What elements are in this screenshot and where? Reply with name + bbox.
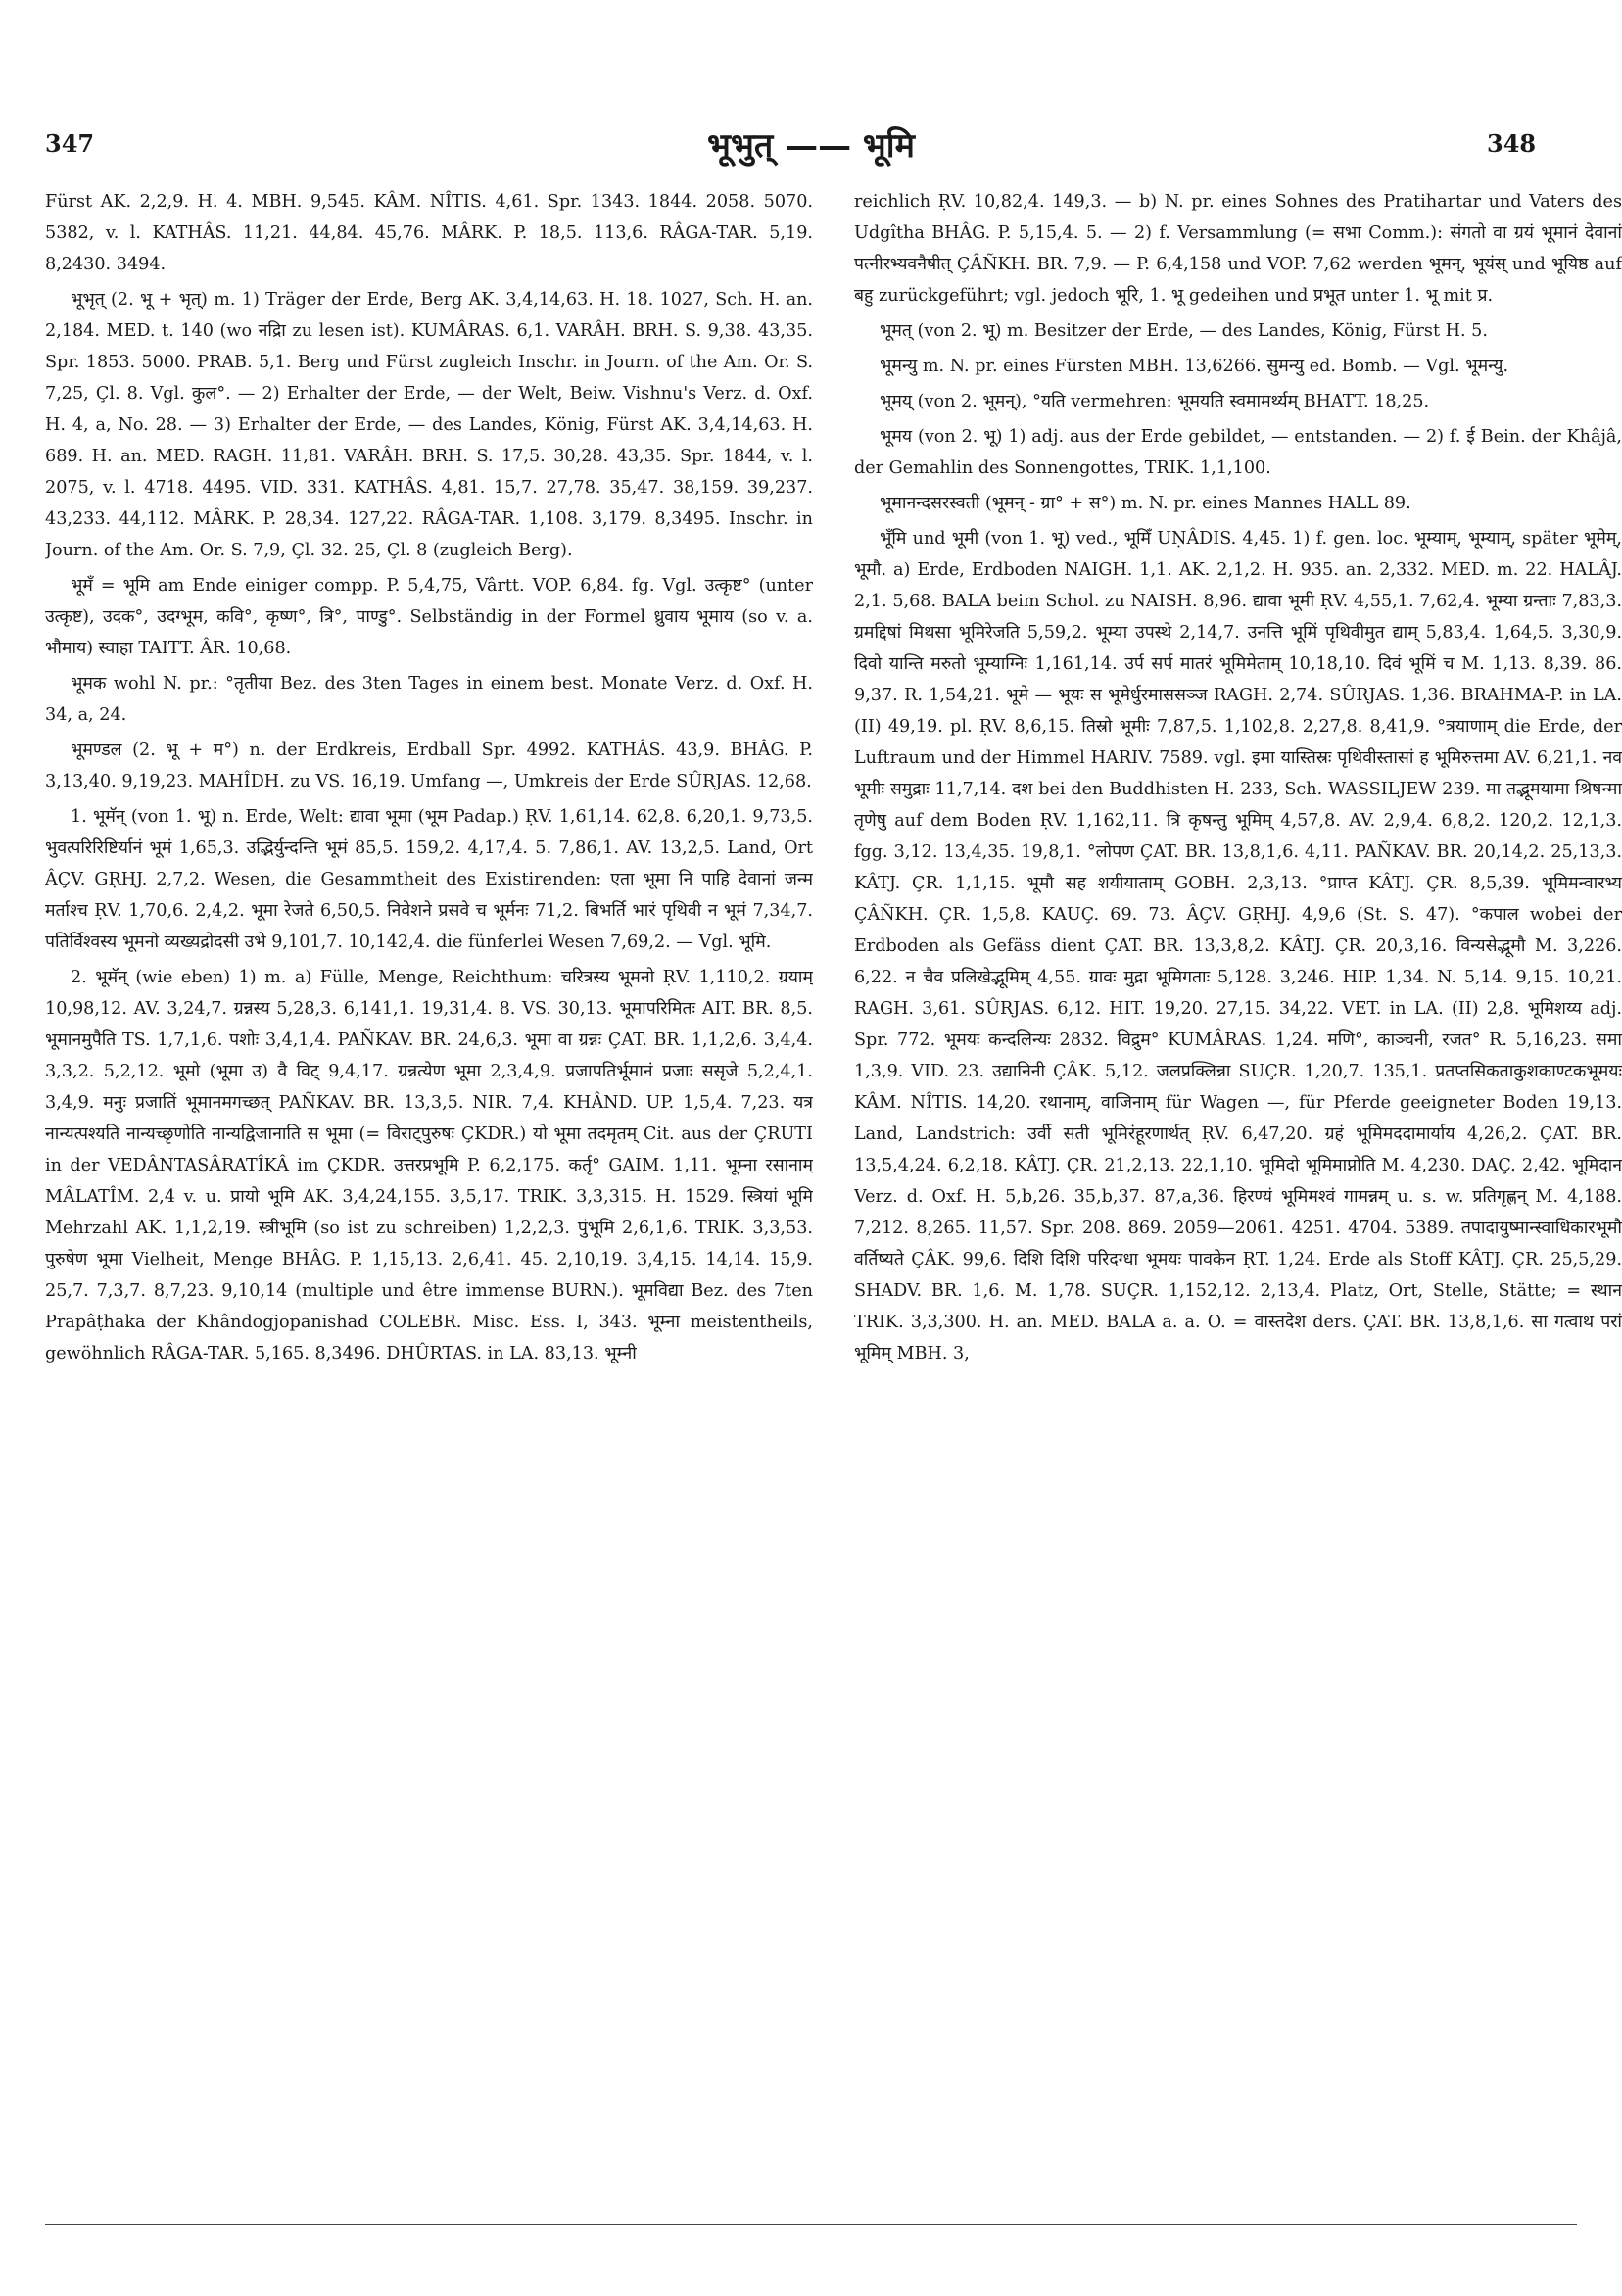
entry-bhumat: भूमत् (von 2. भू) m. Besitzer der Erde, — des Landes, König, Fürst H. 5. (880, 321, 1488, 341)
entry-bhumandala: भूमण्डल (2. भू + म°) n. der Erdkreis, Erdball Spr. 4992. KATHÂS. 43,9. BHÂG. P. 3,13,40. 9,19,23. MAHÎDH. zu VS. 16,19. Umfang —, Umkreis der Erde SÛRJAS. 12,68. (45, 741, 813, 791)
entry-bhumaka: भूमक wohl N. pr.: °तृतीया Bez. des 3ten Tages in einem best. Monate Verz. d. Oxf. H. 34, a, 24. (45, 674, 813, 725)
entry-bhumi: भूँमि und भूमी (von 1. भू) ved., भूमिँ UṆÂDIS. 4,45. 1) f. gen. loc. भूम्याम्, भूम्याम्, später भूमेम्, भूमौ. a) Erde, Erdboden NAIGH. 1,1. AK. 2,1,2. H. 935. an. 2,332. MED. m. 22. HALÂJ. 2,1. 5,68. BALA beim Schol. zu NAISH. 8,96. द्यावा भूमी ṚV. 4,55,1. 7,62,4. भूम्या ग्रन्ताः 7,83,3. ग्रमद्दिषां मिथसा भूमिरेजति 5,59,2. भूम्या उपस्थे 2,14,7. उनत्ति भूमिं पृथिवीमुत द्याम् 5,83,4. 1,64,5. 3,30,9. दिवो यान्ति मरुतो भूम्याग्निः 1,161,14. उर्प सर्प मातरं भूमिमेताम् 10,18,10. दिवं भूमिं च M. 1,13. 8,39. 86. 9,37. R. 1,54,21. भूमे — भूयः स भूमेर्धुरमाससञ्ज RAGH. 2,74. SÛRJAS. 1,36. BRAHMA-P. in LA. (II) 49,19. pl. ṚV. 8,6,15. तिस्रो भूमीः 7,87,5. 1,102,8. 2,27,8. 8,41,9. °त्रयाणाम् die Erde, der Luftraum und der Himmel HARIV. 7589. vgl. इमा यास्तिस्रः पृथिवीस्तासां ह भूमिरुत्तमा AV. 6,21,1. नव भूमीः समुद्राः 11,7,14. दश bei den Buddhisten H. 233, Sch. WASSILJEW 239. मा तद्भूमयामा श्रिषन्मा तृणेषु auf dem Boden ṚV. 1,162,11. त्रि कृषन्तु भूमिम् 4,57,8. AV. 2,9,4. 6,8,2. 120,2. 12,1,3. fgg. 3,12. 13,4,35. 19,8,1. °लोपण ÇAT. BR. 13,8,1,6. 4,11. PAÑKAV. BR. 20,14,2. 25,13,3. KÂTJ. ÇR. 1,1,15. भूमौ सह शयीयाताम् GOBH. 2,3,13. °प्राप्त KÂTJ. ÇR. 8,5,39. भूमिमन्वारभ्य ÇÂÑKH. ÇR. 1,5,8. KAUÇ. 69. 73. ÂÇV. GṚHJ. 4,9,6 (St. S. 47). °कपाल wobei der Erdboden als Gefäss dient ÇAT. BR. 13,3,8,2. KÂTJ. ÇR. 20,3,16. विन्यसेद्भूमौ M. 3,226. 6,22. न चैव प्रलिखेद्भूमिम् 4,55. ग्रावः मुद्रा भूमिगताः 5,128. 3,246. HIP. 1,34. N. 5,14. 9,15. 10,21. RAGH. 3,61. SÛRJAS. 6,12. HIT. 19,20. 27,15. 34,22. VET. in LA. (II) 2,8. भूमिशय्य adj. Spr. 772. भूमयः कन्दलिन्यः 2832. विद्रुम° KUMÂRAS. 1,24. मणि°, काञ्चनी, रजत° R. 5,16,23. समा 1,3,9. VID. 23. उद्यानिनी ÇÂK. 5,12. जलप्रक्लिन्ना SUÇR. 1,20,7. 135,1. प्रतप्तसिकताकुशकाण्टकभूमयः KÂM. NÎTIS. 14,20. रथानाम्, वाजिनाम् für Wagen —, für Pferde geeigneter Boden 19,13. Land, Landstrich: उर्वी सती भूमिरंहूरणार्थत् ṚV. 6,47,20. ग्रहं भूमिमददामार्याय 4,26,2. ÇAT. BR. 13,5,4,24. 6,2,18. KÂTJ. ÇR. 21,2,13. 22,1,10. भूमिदो भूमिमाप्नोति M. 4,230. DAÇ. 2,42. भूमिदान Verz. d. Oxf. H. 5,b,26. 35,b,37. 87,a,36. हिरण्यं भूमिमश्वं गामन्नम् u. s. w. प्रतिगृह्णन् M. 4,188. 7,212. 8,265. 11,57. Spr. 208. 869. 2059—2061. 4251. 4704. 5389. तपादायुष्मान्स्वाधिकारभूमौ वर्तिष्यते ÇÂK. 99,6. दिशि दिशि परिदग्धा भूमयः पावकेन ṚT. 1,24. Erde als Stoff KÂTJ. ÇR. 25,5,29. SHADV. BR. 1,6. M. 1,78. SUÇR. 1,152,12. 2,13,4. Platz, Ort, Stelle, Stätte; = स्थान TRIK. 3,3,300. H. an. MED. BALA a. a. O. = वास्तदेश ders. ÇAT. BR. 13,8,1,6. सा गत्वाथ परां भूमिम् MBH. 3, (854, 529, 1622, 1363)
entry-bhubhrt: भूभृत् (2. भू + भृत्) m. 1) Träger der Erde, Berg AK. 3,4,14,63. H. 18. 1027, Sch. H. an. 2,184. MED. t. 140 (wo नद्रिा zu lesen ist). KUMÂRAS. 6,1. VARÂH. BRH. S. 9,38. 43,35. Spr. 1853. 5000. PRAB. 5,1. Berg und Fürst zugleich Inschr. in Journ. of the Am. Or. S. 7,25, Çl. 8. Vgl. कुल°. — 2) Erhalter der Erde, — der Welt, Beiw. Vishnu's Verz. d. Oxf. H. 4, a, No. 28. — 3) Erhalter der Erde, — des Landes, König, Fürst AK. 3,4,14,63. H. 689. H. an. MED. RAGH. 11,81. VARÂH. BRH. S. 17,5. 30,28. 43,35. Spr. 1844, v. l. 2075, v. l. 4718. 4495. VID. 331. KATHÂS. 4,81. 15,7. 27,78. 35,47. 38,159. 39,237. 43,233. 44,112. MÂRK. P. 28,34. 127,22. RÂGA-TAR. 1,108. 3,179. 8,3495. Inschr. in Journ. of the Am. Or. S. 7,9, Çl. 32. 25, Çl. 8 (zugleich Berg). (45, 290, 813, 560)
entry-bhuman-2: 2. भूमॅन् (wie eben) 1) m. a) Fülle, Menge, Reichthum: चरित्रस्य भूमनो ṚV. 1,110,2. ग्रयाम् 10,98,12. AV. 3,24,7. ग्रन्नस्य 5,28,3. 6,141,1. 19,31,4. 8. VS. 30,13. भूमापरिमितः AIT. BR. 8,5. भूमानमुपैति TS. 1,7,1,6. पशोः 3,4,1,4. PAÑKAV. BR. 24,6,3. भूमा वा ग्रन्नः ÇAT. BR. 1,1,2,6. 3,4,4. 3,3,2. 5,2,12. भूमो (भूमा उ) वै विट् 9,4,17. ग्रन्नत्येण भूमा 2,3,4,9. प्रजापतिर्भूमानं प्रजाः ससृजे 5,2,4,1. 3,4,9. मनुः प्रजातिं भूमानमगच्छत् PAÑKAV. BR. 13,3,5. NIR. 7,4. KHÂND. UP. 1,5,4. 7,23. यत्र नान्यत्पश्यति नान्यच्छृणोति नान्यद्विजानाति स भूमा (= विराट्पुरुषः ÇKDR.) यो भूमा तदमृतम् Cit. aus der ÇRUTI in der VEDÂNTASÂRATÎKÂ im ÇKDR. उत्तरप्रभूमि P. 6,2,175. कर्तृ° GAIM. 1,11. भूम्ना रसानाम् MÂLATÎM. 2,4 v. u. प्रायो भूमि AK. 3,4,24,155. 3,5,17. TRIK. 3,3,315. H. 1529. स्त्रियां भूमि Mehrzahl AK. 1,1,2,19. स्त्रीभूमि (so ist zu schreiben) 1,2,2,3. पुंभूमि 2,6,1,6. TRIK. 3,3,53. पुरुषेण भूमा Vielheit, Menge BHÂG. P. 1,15,13. 2,6,41. 45. 2,10,19. 3,4,15. 14,14. 15,9. 25,7. 7,3,7. 8,7,23. 9,10,14 (multiple und être immense BURN.). भूमविद्या Bez. des 7ten Prapâṭhaka der Khândogjopanishad COLEBR. Misc. Ess. I, 343. भूम्ना meistentheils, gewöhnlich RÂGA-TAR. 5,165. 8,3496. DHÛRTAS. in LA. 83,13. भूम्नी (45, 968, 813, 1363)
running-head: भूभुत् —— भूमि (707, 126, 915, 166)
entry-bhumaya: भूमय (von 2. भू) 1) adj. aus der Erde gebildet, — entstanden. — 2) f. ई Bein. der Khâjâ, der Gemahlin des Sonnengottes, TRIK. 1,1,100. (854, 427, 1622, 478)
entry-bhuman-1: 1. भूमॅन् (von 1. भू) n. Erde, Welt: द्यावा भूमा (भूम Padap.) ṚV. 1,61,14. 62,8. 6,20,1. 9,73,5. भुवत्परिरिष्टिर्यानं भूमं 1,65,3. उद्भिर्युन्दन्ति भूमं 85,5. 159,2. 4,17,4. 5. 7,86,1. AV. 13,2,5. Land, Ort ÂÇV. GṚHJ. 2,7,2. Wesen, die Gesammtheit des Existirenden: एता भूमा नि पाहि देवानां जन्म मर्ताश्च ṚV. 1,70,6. 2,4,2. भूमा रेजते 6,50,5. निवेशने प्रसवे च भूर्मनः 71,2. बिभर्ति भारं पृथिवी न भूमं 7,34,7. पतिर्विश्वस्य भूमनो व्यख्यद्रोदसी उभे 9,101,7. 10,142,4. die fünferlei Wesen 7,69,2. — Vgl. भूमि. (45, 807, 813, 952)
entry-bhumanandasarasvati: भूमानन्दसरस्वती (भूमन् - ग्रा° + स°) m. N. pr. eines Mannes HALL 89. (880, 494, 1411, 513)
entry-bhumay-verb: भूमय् (von 2. भूमन्), °यति vermehren: भूमयति स्वमामर्थ्यम् BHATT. 18,25. (880, 392, 1430, 411)
left-page-number: 347 (45, 129, 95, 158)
entry-bhumanyu: भूमन्यु m. N. pr. eines Fürsten MBH. 13,6266. सुमन्यु ed. Bomb. — Vgl. भूमन्यु. (880, 357, 1509, 376)
footer-rule (45, 2224, 1577, 2225)
right-column (854, 186, 1622, 2194)
entry-bhuma: भूमँ = भूमि am Ende einiger compp. P. 5,4,75, Vârtt. VOP. 6,84. fg. Vgl. उत्कृष्ट° (unter उत्कृष्ट), उदक°, उदग्भूम, कवि°, कृष्ण°, त्रि°, पाण्डु°. Selbständig in der Formel ध्रुवाय भूमाय (so v. a. भौमाय) स्वाहा TAITT. ÂR. 10,68. (45, 576, 813, 658)
left-column (45, 186, 813, 2194)
left-entry-continuation: Fürst AK. 2,2,9. H. 4. MBH. 9,545. KÂM. NÎTIS. 4,61. Spr. 1343. 1844. 2058. 5070. 5382, v. l. KATHÂS. 11,21. 44,84. 45,76. MÂRK. P. 18,5. 113,6. RÂGA-TAR. 5,19. 8,2430. 3494. (45, 192, 813, 274)
page-header (0, 0, 1622, 196)
right-page-number: 348 (1487, 129, 1537, 158)
right-entry-continuation: reichlich ṚV. 10,82,4. 149,3. — b) N. pr. eines Sohnes des Pratihartar und Vaters des Udgîtha BHÂG. P. 5,15,4. 5. — 2) f. Versammlung (= सभा Comm.): संगतो वा ग्रयं भूमानं देवानां पत्नीरभ्यवनैषीत् ÇÂÑKH. BR. 7,9. — P. 6,4,158 und VOP. 7,62 werden भूमन्, भूयंस् und भूयिष्ठ auf बहु zurückgeführt; vgl. jedoch भूरि, 1. भू gedeihen und प्रभूत unter 1. भू mit प्र. (854, 192, 1622, 306)
